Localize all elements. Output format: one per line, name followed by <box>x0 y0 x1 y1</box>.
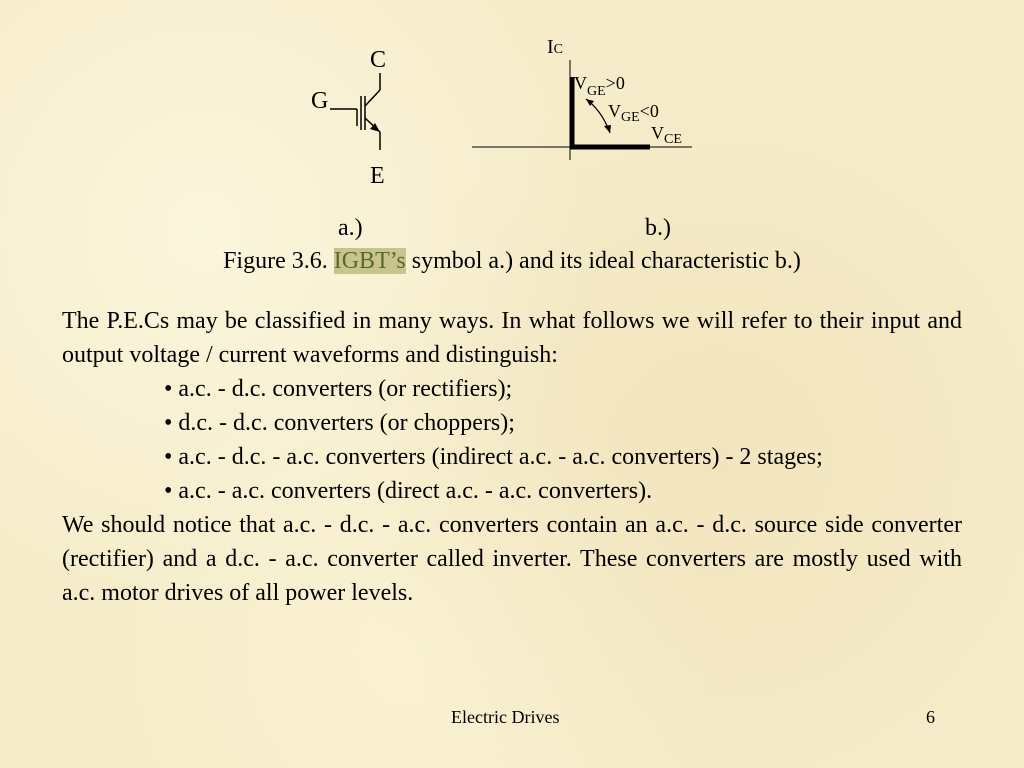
vge-neg-sub: GE <box>621 110 640 125</box>
bullet-icon: • <box>164 410 173 436</box>
page-number: 6 <box>926 707 935 727</box>
ic-main: I <box>547 36 554 58</box>
caption-suffix: symbol a.) and its ideal characteristic b.) <box>405 248 801 274</box>
bullet-icon: • <box>164 444 173 470</box>
vce-main: V <box>651 123 664 143</box>
converter-list <box>164 372 823 508</box>
caption-prefix: Figure 3.6. <box>223 248 334 274</box>
vce-sub: CE <box>664 132 682 147</box>
caption-highlight: IGBT’s <box>333 248 406 274</box>
list-item-text: a.c. - a.c. converters (direct a.c. - a.c. converters). <box>178 478 653 504</box>
bullet-icon: • <box>164 478 173 504</box>
emitter-label: E <box>370 163 385 189</box>
vce-axis-label <box>651 123 682 146</box>
bullet-icon: • <box>164 376 173 402</box>
collector-label: C <box>370 47 387 73</box>
sub-label-b: b.) <box>645 215 671 241</box>
list-item <box>164 474 823 508</box>
vge-negative-label <box>608 101 659 124</box>
intro-paragraph: The P.E.Cs may be classified in many ways. In what follows we will refer to their input and output voltage / current waveforms and distinguish: <box>62 308 962 368</box>
footer-title: Electric Drives <box>451 707 560 727</box>
list-item-text: a.c. - d.c. converters (or rectifiers); <box>178 376 513 402</box>
vge-pos-cond: >0 <box>605 73 625 93</box>
gate-label: G <box>311 88 329 114</box>
vge-pos-main: V <box>574 73 587 93</box>
characteristic-drawing <box>470 55 700 165</box>
ic-axis-label <box>547 36 563 59</box>
sub-label-a: a.) <box>338 215 363 241</box>
conclusion-paragraph: We should notice that a.c. - d.c. - a.c. converters contain an a.c. - d.c. source side converter (rectifier) and a d.c. - a.c. converter called inverter. These converters are mostly used with a.c. motor drives of all power levels. <box>62 512 962 606</box>
vge-pos-sub: GE <box>587 84 606 99</box>
list-item <box>164 406 823 440</box>
vge-positive-label <box>574 73 625 99</box>
list-item-text: a.c. - d.c. - a.c. converters (indirect a.c. - a.c. converters) - 2 stages; <box>178 444 823 470</box>
list-item-text: d.c. - d.c. converters (or choppers); <box>178 410 515 436</box>
ic-sub: C <box>553 42 564 57</box>
list-item <box>164 372 823 406</box>
igbt-symbol-drawing <box>330 68 400 158</box>
figure-caption <box>0 248 1024 274</box>
vge-neg-cond: <0 <box>639 101 659 121</box>
list-item <box>164 440 823 474</box>
vge-neg-main: V <box>608 101 621 121</box>
